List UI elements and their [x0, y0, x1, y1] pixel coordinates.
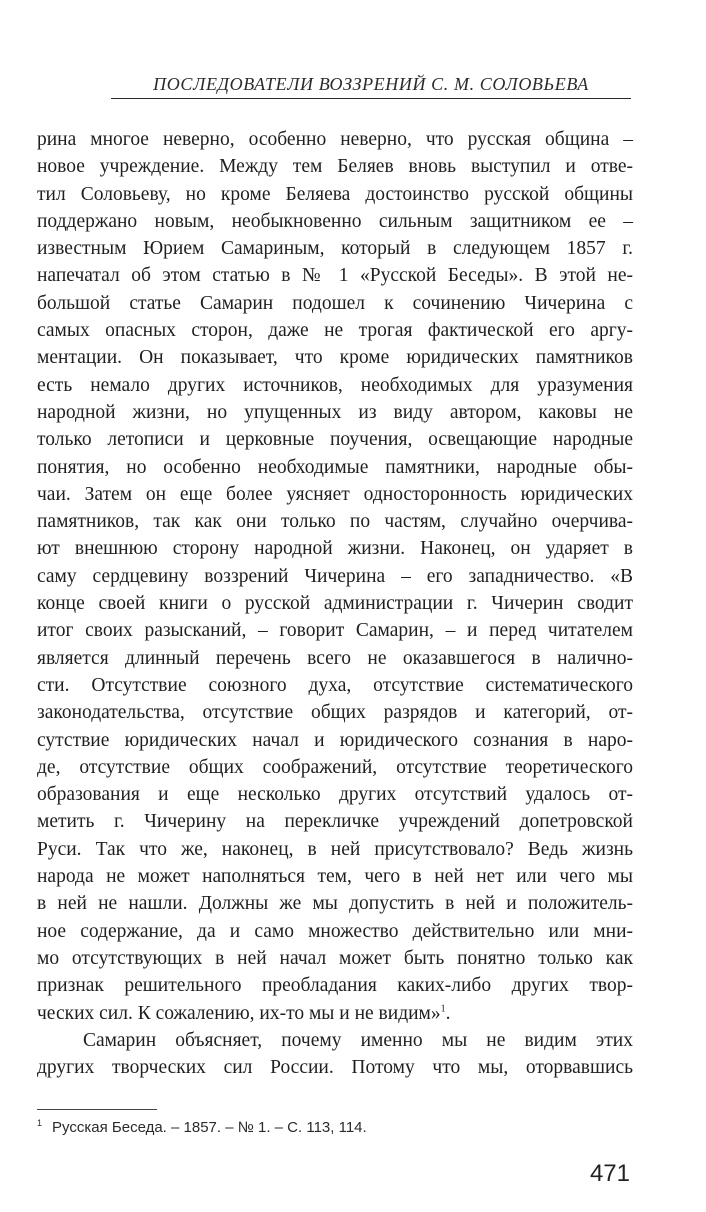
- text-line: есть немало других источников, необходимых для уразумения: [37, 374, 633, 396]
- text-line: конце своей книги о русской администрации г. Чичерин сводит: [37, 593, 633, 615]
- text-line: понятия, но особенно необходимые памятники, народные обы-: [37, 456, 633, 478]
- text-line: памятников, так как они только по частям, случайно очерчива-: [37, 511, 633, 533]
- text-line: является длинный перечень всего не оказавшегося в налично-: [37, 647, 633, 669]
- text-line: напечатал об этом статью в № 1 «Русской Беседы». В этой не-: [37, 265, 633, 287]
- text-line: в ней не нашли. Должны же мы допустить в ней и положитель-: [37, 893, 633, 915]
- text-line: новое учреждение. Между тем Беляев вновь выступил и отве-: [37, 156, 633, 178]
- text-line-paragraph-start: Самарин объясняет, почему именно мы не видим этих: [83, 1029, 633, 1051]
- text-line: тил Соловьеву, но кроме Беляева достоинство русской общины: [37, 183, 633, 205]
- text-line: рина многое неверно, особенно неверно, что русская община –: [37, 129, 633, 150]
- text-line: ментации. Он показывает, что кроме юридических памятников: [37, 347, 633, 369]
- text-line: мо отсутствующих в ней начал может быть понятно только как: [37, 947, 633, 969]
- text-line: сти. Отсутствие союзного духа, отсутствие систематического: [37, 674, 633, 696]
- text-line: ют внешнюю сторону народной жизни. Наконец, он ударяет в: [37, 538, 633, 560]
- footnote-text: Русская Беседа. – 1857. – № 1. – С. 113, 114.: [52, 1119, 367, 1136]
- text-line: образования и еще несколько других отсутствий удалось от-: [37, 784, 633, 806]
- text-line: ное содержание, да и само множество действительно или мни-: [37, 920, 633, 942]
- text-line: народа не может наполняться тем, чего в ней нет или чего мы: [37, 866, 633, 888]
- footnote-reference: 1: [440, 1003, 446, 1014]
- text-line: самых опасных сторон, даже не трогая фактической его аргу-: [37, 320, 633, 342]
- text-line: только летописи и церковные поучения, освещающие народные: [37, 429, 633, 451]
- text-line: других творческих сил России. Потому что мы, оторвавшись: [37, 1057, 633, 1079]
- text-line: сутствие юридических начал и юридического сознания в наро-: [37, 729, 633, 751]
- text-line-paragraph-end: ческих сил. К сожалению, их-то мы и не видим»$^1$.: [37, 1002, 451, 1024]
- text-line: народной жизни, но упущенных из виду автором, каковы не: [37, 401, 633, 423]
- text-line: итог своих разысканий, – говорит Самарин, – и перед читателем: [37, 620, 633, 642]
- body-text: [37, 126, 633, 1081]
- text-line: метить г. Чичерину на перекличке учреждений допетровской: [37, 811, 633, 833]
- text-line: известным Юрием Самариным, который в следующем 1857 г.: [37, 238, 633, 260]
- text-line-content: ческих сил. К сожалению, их-то мы и не видим»: [37, 1002, 441, 1024]
- text-line: поддержано новым, необыкновенно сильным защитником ее –: [37, 210, 633, 232]
- text-line: законодательства, отсутствие общих разрядов и категорий, от-: [37, 702, 633, 724]
- text-line: де, отсутствие общих соображений, отсутствие теоретического: [37, 756, 633, 778]
- text-line: Руси. Так что же, наконец, в ней присутствовало? Ведь жизнь: [37, 838, 633, 860]
- footnote-divider: [37, 1109, 157, 1110]
- text-line: чаи. Затем он еще более уясняет односторонность юридических: [37, 483, 633, 505]
- running-title: ПОСЛЕДОВАТЕЛИ ВОЗЗРЕНИЙ С. М. СОЛОВЬЕВА: [111, 70, 631, 99]
- text-line: признак решительного преобладания каких-либо других твор-: [37, 975, 633, 997]
- footnote: [37, 1113, 633, 1138]
- footnote-number: 1: [37, 1118, 43, 1128]
- text-line: большой статье Самарин подошел к сочинению Чичерина с: [37, 292, 633, 314]
- text-line: саму сердцевину воззрений Чичерина – его западничество. «В: [37, 565, 633, 587]
- page-number: 471: [589, 1160, 630, 1187]
